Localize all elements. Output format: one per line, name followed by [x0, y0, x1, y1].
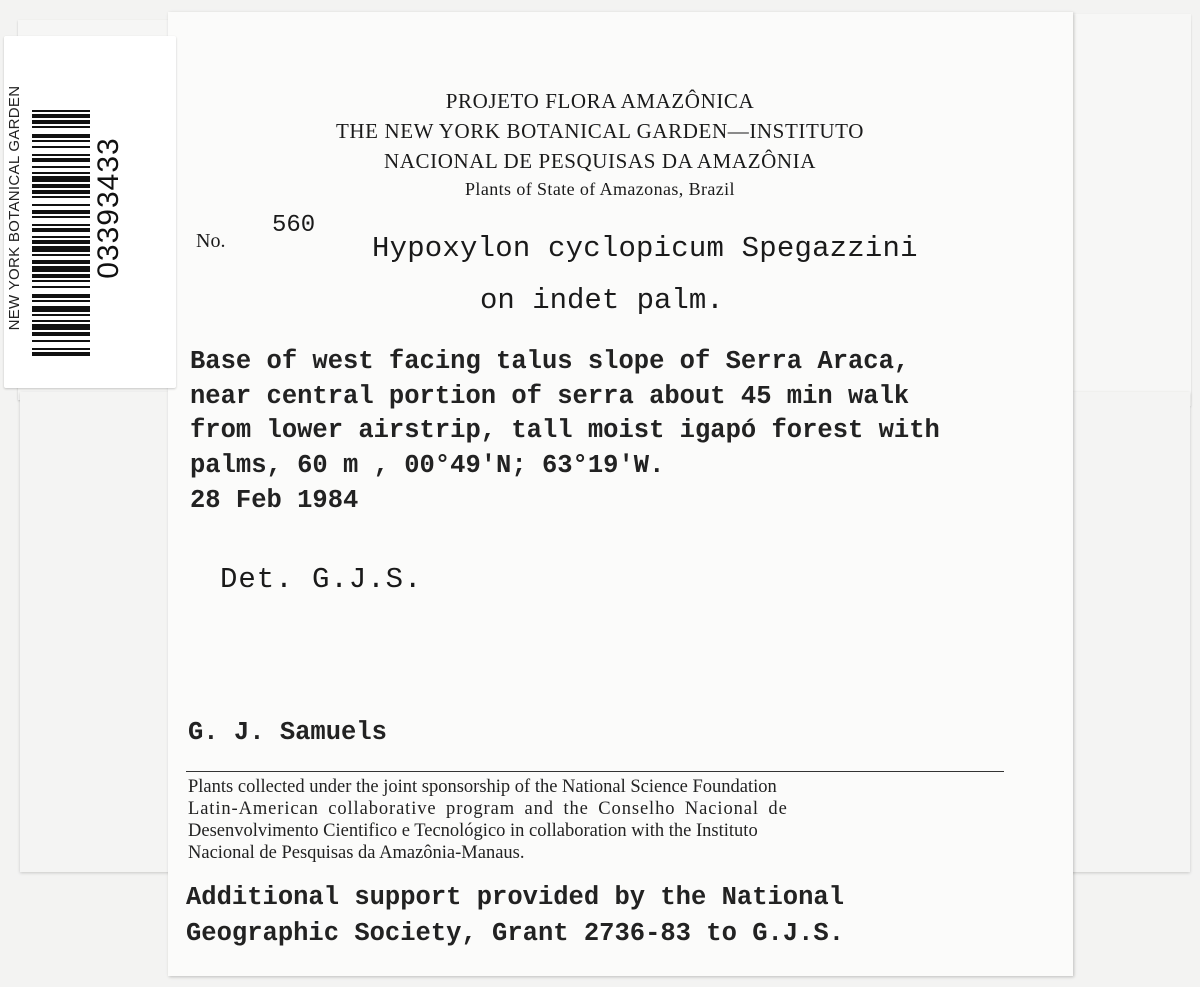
barcode-bar: [32, 300, 90, 302]
barcode-bar: [32, 286, 90, 288]
barcode-bar: [32, 140, 90, 142]
barcode-bar: [32, 110, 90, 112]
barcode-bar: [32, 348, 90, 350]
barcode-bar: [32, 324, 90, 330]
barcode-bars: [32, 56, 90, 356]
barcode-bar: [32, 166, 90, 168]
barcode-bar: [32, 246, 90, 252]
barcode-bar: [32, 228, 90, 232]
barcode-bar: [32, 184, 90, 188]
barcode-bar: [32, 294, 90, 298]
header-line-1: PROJETO FLORA AMAZÔNICA: [445, 89, 755, 113]
barcode-bar: [32, 146, 90, 148]
barcode-bar: [32, 196, 90, 198]
number-label: No.: [196, 230, 226, 252]
barcode-bar: [32, 154, 90, 156]
header-line-2: THE NEW YORK BOTANICAL GARDEN—INSTITUTO: [335, 119, 864, 143]
sponsorship-line: Latin-American collaborative program and the Conselho Nacional de: [188, 799, 788, 819]
barcode-bar: [32, 216, 90, 218]
additional-support: [186, 880, 844, 952]
sponsorship-line: Plants collected under the joint sponsorship of the National Science Foundation: [188, 777, 777, 797]
barcode-bar: [32, 352, 90, 356]
barcode-bar: [32, 126, 90, 128]
barcode-bar: [32, 340, 90, 342]
header-line-4: Plants of State of Amazonas, Brazil: [465, 179, 735, 199]
locality-line: from lower airstrip, tall moist igapó forest with: [190, 416, 940, 445]
header-line-3: NACIONAL DE PESQUISAS DA AMAZÔNIA: [383, 149, 817, 173]
barcode-bar: [32, 210, 90, 214]
barcode-bar: [32, 190, 90, 194]
determiner: Det. G.J.S.: [220, 563, 423, 596]
barcode-bar: [32, 114, 90, 118]
label-header: [232, 86, 968, 202]
barcode-bar: [32, 120, 90, 124]
barcode-bar: [32, 134, 90, 138]
substrate: on indet palm.: [480, 284, 724, 317]
sponsorship-line: Desenvolvimento Cientifico e Tecnológico in collaboration with the Instituto: [188, 821, 758, 841]
locality-description: [190, 345, 1070, 483]
locality-line: Base of west facing talus slope of Serra Araca,: [190, 347, 910, 376]
taxon-name: Hypoxylon cyclopicum Spegazzini: [372, 232, 918, 265]
barcode-bar: [32, 260, 90, 264]
barcode-bar: [32, 176, 90, 182]
collection-date: 28 Feb 1984: [190, 486, 359, 515]
barcode-bar: [32, 254, 90, 256]
barcode-strip: [4, 36, 176, 388]
divider-rule: [186, 771, 1004, 772]
barcode-bar: [32, 224, 90, 226]
locality-line: near central portion of serra about 45 min walk: [190, 381, 910, 411]
barcode-bar: [32, 266, 90, 272]
barcode-bar: [32, 240, 90, 244]
barcode-bar: [32, 158, 90, 162]
barcode-number: 03393433: [92, 137, 125, 279]
collection-number: 560: [272, 212, 316, 239]
barcode-bar: [32, 204, 90, 206]
sponsorship-note: [188, 776, 1006, 864]
barcode-bar: [32, 320, 90, 322]
locality-line: palms, 60 m , 00°49'N; 63°19'W.: [190, 450, 665, 480]
additional-support-line: Additional support provided by the National: [186, 883, 845, 912]
barcode-institution: NEW YORK BOTANICAL GARDEN: [6, 85, 23, 331]
barcode-bar: [32, 172, 90, 174]
barcode-bar: [32, 274, 90, 278]
barcode-bar: [32, 306, 90, 312]
barcode-bar: [32, 236, 90, 238]
collector-name: G. J. Samuels: [188, 718, 387, 747]
barcode-bar: [32, 314, 90, 316]
barcode-rotated-group: [6, 38, 166, 378]
packet-right-fold: [1070, 14, 1191, 406]
barcode-bar: [32, 280, 90, 282]
barcode-bar: [32, 332, 90, 336]
sponsorship-line: Nacional de Pesquisas da Amazônia-Manaus.: [188, 843, 525, 863]
additional-support-line: Geographic Society, Grant 2736-83 to G.J.S.: [186, 919, 845, 948]
